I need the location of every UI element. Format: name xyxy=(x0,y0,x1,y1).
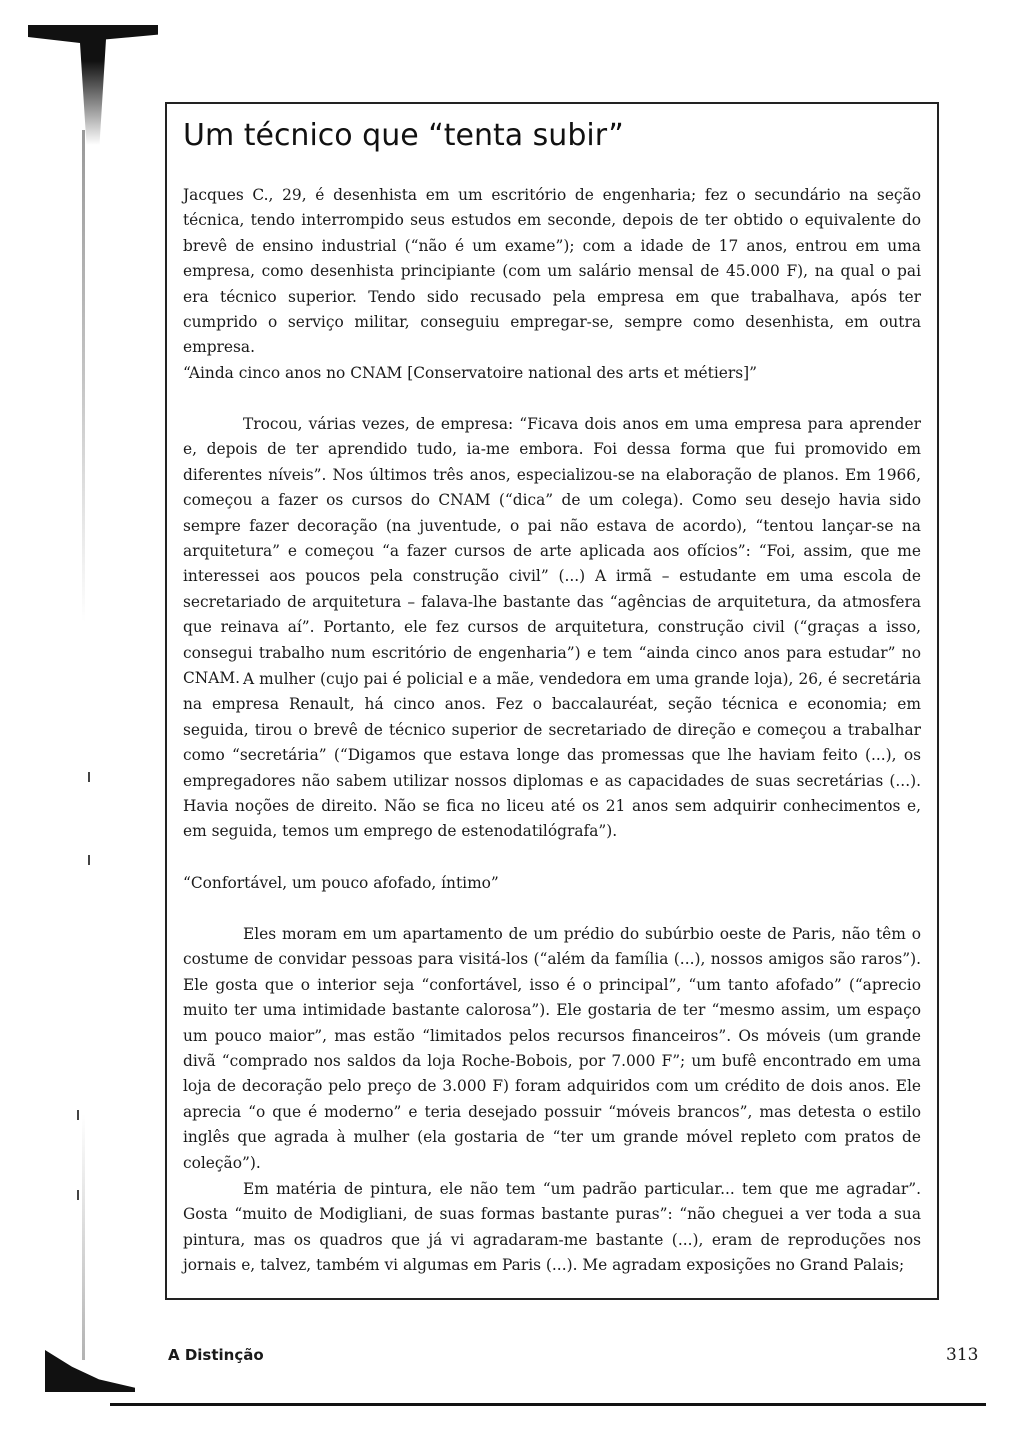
scan-artifact-bottom xyxy=(45,1350,135,1392)
subheading-cnam: “Ainda cinco anos no CNAM [Conservatoire national des arts et métiers]” xyxy=(183,364,757,382)
scan-artifact-edge xyxy=(82,130,85,1360)
scan-speck xyxy=(77,1190,79,1200)
scan-speck xyxy=(77,1110,79,1120)
paragraph-career: Trocou, várias vezes, de empresa: “Ficava dois anos em uma empresa para aprender e, depois de ter aprendido tudo, ia-me embora. Foi dessa forma que fui promovido em diferentes níveis”. Nos últimos três anos, especializou-se na elaboração de planos. Em 1966, começou a fazer os cursos do CNAM (“dica” de um colega). Como seu desejo havia sido sempre fazer decoração (na juventude, o pai não estava de acordo), “tentou lançar-se na arquitetura” e começou “a fazer cursos de arte aplicada aos ofícios”: “Foi, assim, que me interessei aos poucos pela construção civil” (...) A irmã – estudante em uma escola de secretariado de arquitetura – falava-lhe bastante das “agências de arquitetura, da atmosfera que reinava aí”. Portanto, ele fez cursos de arquitetura, construção civil (“graças a isso, consegui trabalho num escritório de engenharia”) e tem “ainda cinco anos para estudar” no CNAM. xyxy=(183,415,921,688)
paragraph-intro: Jacques C., 29, é desenhista em um escritório de engenharia; fez o secundário na seção técnica, tendo interrompido seus estudos em seconde, depois de ter obtido o equivalente do brevê de ensino industrial (“não é um exame”); com a idade de 17 anos, entrou em uma empresa, como desenhista principiante (com um salário mensal de 45.000 F), na qual o pai era técnico superior. Tendo sido recusado pela empresa em que trabalhava, após ter cumprido o serviço militar, conseguiu empregar-se, sempre como desenhista, em outra empresa. xyxy=(183,186,921,357)
box-title: Um técnico que “tenta subir” xyxy=(183,118,624,153)
paragraph-wife: A mulher (cujo pai é policial e a mãe, vendedora em uma grande loja), 26, é secretária na empresa Renault, há cinco anos. Fez o baccalauréat, seção técnica e economia; em seguida, tirou o brevê de técnico superior de secretariado de direção e começou a trabalhar como “secretária” (“Digamos que estava longe das promessas que lhe haviam feito (...), os empregadores não sabem utilizar nossos diplomas e as capacidades de suas secretárias (...). Havia noções de direito. Não se fica no liceu até os 21 anos sem adquirir conhecimentos e, em seguida, temos um emprego de estenodatilógrafa”). xyxy=(183,670,921,841)
scan-artifact-top xyxy=(28,25,158,145)
scan-speck xyxy=(88,855,90,865)
paragraph-painting: Em matéria de pintura, ele não tem “um padrão particular... tem que me agradar”. Gosta “muito de Modigliani, de suas formas bastante puras”: “não cheguei a ver toda a sua pintura, mas os quadros que já vi agradaram-me bastante (...), eram de reproduções nos jornais e, talvez, também vi algumas em Paris (...). Me agradam exposições no Grand Palais; xyxy=(183,1180,921,1275)
page-number: 313 xyxy=(946,1345,979,1365)
paragraph-home: Eles moram em um apartamento de um prédio do subúrbio oeste de Paris, não têm o costume de convidar pessoas para visitá-los (“além da família (...), nossos amigos são raros”). Ele gosta que o interior seja “confortável, isso é o principal”, “um tanto afofado” (“aprecio muito ter uma intimidade bastante calorosa”). Ele gostaria de ter “mesmo assim, um espaço um pouco maior”, mas estão “limitados pelos recursos financeiros”. Os móveis (um grande divã “comprado nos saldos da loja Roche-Bobois, por 7.000 F”; um bufê encontrado em uma loja de decoração pelo preço de 3.000 F) foram adquiridos com um crédito de dois anos. Ele aprecia “o que é moderno” e teria desejado possuir “móveis brancos”, mas detesta o estilo inglês que agrada à mulher (ela gostaria de “ter um grande móvel repleto com pratos de coleção”). xyxy=(183,925,921,1172)
subheading-confortavel: “Confortável, um pouco afofado, íntimo” xyxy=(183,874,499,892)
scan-speck xyxy=(88,772,90,782)
running-footer-title: A Distinção xyxy=(168,1346,264,1364)
bottom-rule xyxy=(110,1403,986,1406)
